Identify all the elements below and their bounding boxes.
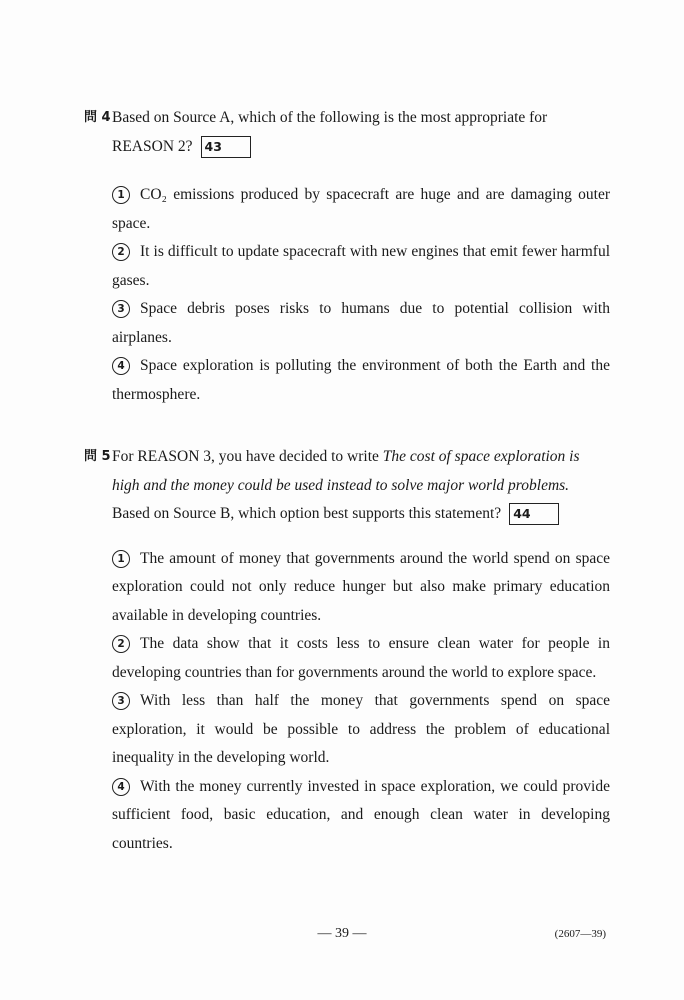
option-text: The amount of money that governments around the world spend on space exploration could not only reduce hunger but also make primary education available in developing countries. <box>112 549 610 624</box>
question-5-stem-line-1: For REASON 3, you have decided to write The cost of space exploration is <box>112 448 580 465</box>
answer-box-43[interactable]: 43 <box>201 136 251 158</box>
question-5-stem-line-3: Based on Source B, which option best supports this statement? 44 <box>112 500 610 529</box>
option-number-circle: 1 <box>112 186 130 204</box>
option-4-3[interactable] <box>112 295 610 352</box>
option-number-circle: 1 <box>112 550 130 568</box>
option-4-2[interactable] <box>112 238 610 295</box>
option-text: With the money currently invested in space exploration, we could provide sufficient food, basic education, and enough clean water in developing countries. <box>112 777 610 852</box>
option-number-circle: 2 <box>112 243 130 261</box>
exam-code: (2607—39) <box>554 928 606 940</box>
question-5-options <box>84 545 610 859</box>
question-4-stem-line-1: Based on Source A, which of the following is the most appropriate for <box>112 109 548 126</box>
option-number-circle: 3 <box>112 300 130 318</box>
question-4-number: 問 4 <box>84 110 111 125</box>
option-number-circle: 4 <box>112 778 130 796</box>
answer-box-44[interactable]: 44 <box>509 503 559 525</box>
option-text: CO₂ emissions produced by spacecraft are huge and are damaging outer space. <box>112 186 610 232</box>
option-text: Space debris poses risks to humans due to potential collision with airplanes. <box>112 300 610 346</box>
option-number-circle: 3 <box>112 692 130 710</box>
option-text: It is difficult to update spacecraft with new engines that emit fewer harmful gases. <box>112 243 610 289</box>
question-5-stem <box>84 443 610 529</box>
question-4-stem-line-2: REASON 2? 43 <box>112 133 610 162</box>
question-5-number: 問 5 <box>84 449 111 464</box>
question-5 <box>84 443 610 858</box>
option-text: With less than half the money that governments spend on space exploration, it would be possible to address the problem of educational inequality in the developing world. <box>112 692 610 766</box>
question-4 <box>84 104 610 409</box>
option-4-4[interactable] <box>112 352 610 409</box>
option-5-3[interactable] <box>112 687 610 773</box>
question-4-options <box>84 181 610 409</box>
option-text: The data show that it costs less to ensure clean water for people in developing countries than for governments around the world to explore space. <box>112 635 610 681</box>
question-5-stem-line-2: high and the money could be used instead to solve major world problems. <box>112 476 570 494</box>
page-number: — 39 — <box>317 926 367 941</box>
option-4-1[interactable] <box>112 181 610 238</box>
option-text: Space exploration is polluting the environment of both the Earth and the thermosphere. <box>112 357 610 403</box>
option-number-circle: 4 <box>112 357 130 375</box>
option-5-2[interactable] <box>112 630 610 687</box>
option-5-1[interactable] <box>112 545 610 631</box>
question-4-stem <box>84 104 610 161</box>
option-5-4[interactable] <box>112 773 610 859</box>
option-number-circle: 2 <box>112 635 130 653</box>
